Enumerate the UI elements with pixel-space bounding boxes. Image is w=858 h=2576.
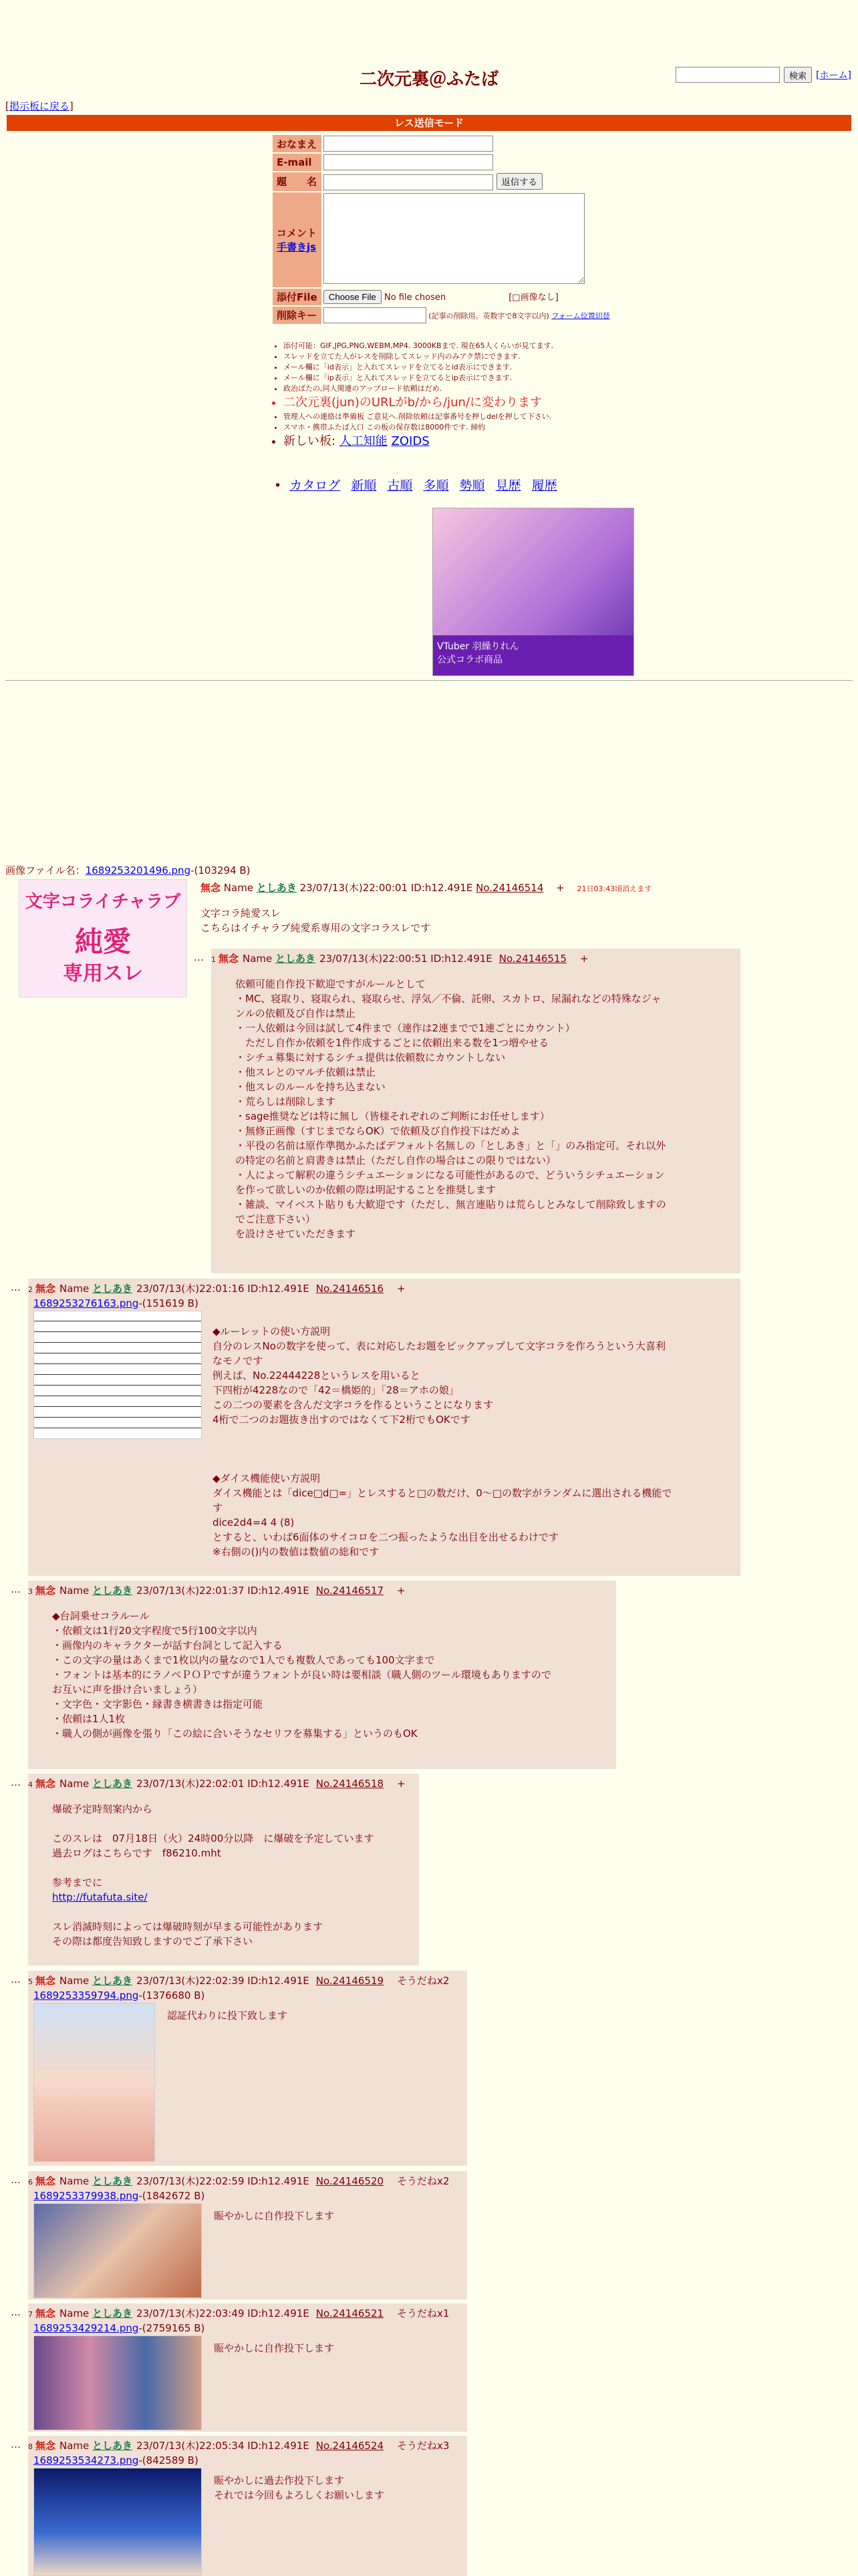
- comment-field[interactable]: [323, 193, 585, 284]
- mode-bar: レス送信モード: [7, 115, 851, 131]
- reply-number: 3: [28, 1587, 33, 1596]
- reply-body: ◆台詞乗せコラルール ・依頼文は1行20文字程度で5行100文字以内 ・画像内のキャラクターが話す台詞として記入する ・この文字の量はあくまで1枚以内の量なので1人でも複数人であっても100文字まで ・フォントは基本的にラノベＰＯＰですが違うフォントが良い時は要相談（職人側のツール環境もありますので お互いに声を掛け合いましょう） ・文字色・文字影色・縁書き横書きは指定可能 ・依頼は1人1枚 ・職人の側が画像を張り「この絵に合いそうなセリフを募集する」というのもOK: [52, 1610, 551, 1740]
- reply-action[interactable]: +: [580, 953, 589, 965]
- reply-action[interactable]: そうだねx1: [397, 2307, 450, 2319]
- reply-post-number[interactable]: No.24146521: [315, 2307, 384, 2319]
- reply-marker: …: [11, 2438, 21, 2450]
- op-file-size: -(103294 B): [190, 864, 251, 876]
- reply-action[interactable]: そうだねx3: [397, 2440, 450, 2452]
- op-plus[interactable]: +: [556, 882, 565, 894]
- back-link[interactable]: 掲示板に戻る: [9, 100, 69, 112]
- sort-many-link[interactable]: 多順: [423, 478, 449, 493]
- reply-post-number[interactable]: No.24146518: [315, 1778, 384, 1790]
- reply-number: 5: [28, 1977, 33, 1986]
- op-subject: 無念: [200, 882, 221, 894]
- reply-date: 23/07/13(木)22:02:39 ID:h12.491E: [136, 1975, 309, 1987]
- reply-name-prefix: Name: [59, 2175, 93, 2187]
- view-history-link[interactable]: 見歴: [495, 478, 521, 493]
- reply-file-info: [33, 2321, 204, 2336]
- reply-action[interactable]: +: [397, 1778, 406, 1790]
- op-header: [200, 880, 652, 895]
- comment-label-cell: [273, 192, 321, 287]
- no-file-text: No file chosen: [384, 292, 446, 303]
- reply-marker: …: [11, 1776, 21, 1788]
- reply-file-size: -(1376680 B): [138, 1989, 205, 2001]
- reply-file-info: [33, 1988, 204, 2003]
- reply-number: 4: [28, 1780, 33, 1789]
- reply-marker: …: [11, 1973, 21, 1985]
- reply-file-size: -(842589 B): [138, 2454, 198, 2466]
- reply-name[interactable]: としあき: [275, 953, 316, 965]
- reply-body: 賑やかしに自作投下します: [214, 2342, 335, 2354]
- reply-file-link[interactable]: 1689253359794.png: [33, 1989, 139, 2001]
- reply-date: 23/07/13(木)22:05:34 ID:h12.491E: [136, 2440, 309, 2452]
- reply-post: [28, 2436, 467, 2576]
- new-board-notice: [283, 433, 617, 450]
- board-title: 二次元裏＠ふたば: [359, 69, 498, 90]
- reply-post-number[interactable]: No.24146524: [315, 2440, 384, 2452]
- ad-subtitle: 公式コラボ商品: [437, 655, 503, 665]
- reply-post: [28, 1971, 467, 2166]
- reply-marker: …: [11, 1583, 21, 1595]
- reply-action[interactable]: +: [397, 1283, 406, 1295]
- reply-number: 8: [28, 2442, 33, 2451]
- op-thumb-line1: 文字コライチャラブ: [25, 892, 181, 912]
- ad-title: VTuber 羽繰りれん: [437, 641, 519, 652]
- op-thumb-line3: 専用スレ: [63, 962, 143, 985]
- delkey-label: 削除キー: [273, 307, 321, 324]
- reply-name[interactable]: としあき: [92, 1778, 133, 1790]
- reply-file-info: [33, 2189, 204, 2203]
- reply-date: 23/07/13(木)22:03:49 ID:h12.491E: [136, 2307, 309, 2319]
- reply-body: 賑やかしに過去作投下します それでは今回もよろしくお願いします: [214, 2474, 385, 2501]
- op-name[interactable]: としあき: [256, 882, 297, 894]
- admin-contact-notice: • 管理人への連絡は準備板 ご意見へ.削除依頼は記事番号を押しdelを押して下さい.: [283, 412, 617, 422]
- email-label: E-mail: [273, 154, 321, 171]
- reply-action[interactable]: そうだねx2: [397, 2175, 450, 2187]
- ad-banner[interactable]: [432, 508, 634, 676]
- new-board-link[interactable]: ZOIDS: [391, 434, 430, 448]
- mobile-notice: • スマホ・携帯ふたば入口 この板の保存数は8000件です. 締約: [283, 422, 617, 433]
- subject-label: 題 名: [273, 172, 321, 191]
- reply-date: 23/07/13(木)22:01:37 ID:h12.491E: [136, 1585, 309, 1597]
- reply-body: 賑やかしに自作投下します: [214, 2210, 335, 2222]
- reply-name-prefix: Name: [59, 2307, 93, 2319]
- search-bar: [676, 67, 851, 83]
- op-file-info: [5, 863, 251, 877]
- search-input[interactable]: [676, 67, 780, 83]
- reply-name-prefix: Name: [59, 2440, 93, 2452]
- new-board-link[interactable]: 人工知能: [339, 434, 388, 448]
- reply-post: [28, 2303, 467, 2432]
- name-label: おなまえ: [273, 135, 321, 152]
- reply-body: 認証代わりに投下致します: [167, 2009, 288, 2022]
- reply-body: 爆破予定時刻案内から このスレは 07月18日（火）24時00分以降 に爆破を予定しています 過去ログはこちらです f86210.mht 参考までに http://futafuta.site/ スレ消滅時刻によっては爆破時刻が早まる可能性があります その際は都度告知致しますのでご了承下さい: [52, 1803, 374, 1947]
- reply-thumbnail[interactable]: [33, 1311, 202, 1439]
- op-name-prefix: Name: [223, 882, 254, 894]
- reply-subject: 無念: [35, 1283, 56, 1295]
- reply-subject: 無念: [35, 2440, 56, 2452]
- reply-name[interactable]: としあき: [92, 2440, 133, 2452]
- url-change-notice: • 二次元裏(jun)のURLがb/から/jun/に変わります: [283, 394, 617, 412]
- reply-name[interactable]: としあき: [92, 2307, 133, 2319]
- sort-new-link[interactable]: 新順: [351, 478, 377, 493]
- reply-post: [28, 1774, 419, 1965]
- file-prefix: 画像ファイル名：: [5, 864, 86, 876]
- email-field[interactable]: [323, 154, 493, 170]
- reply-number: 7: [28, 2310, 33, 2319]
- reply-number: 6: [28, 2178, 33, 2187]
- comment-label: コメント: [277, 226, 317, 239]
- reply-post: [28, 1581, 616, 1769]
- form-pos-link[interactable]: フォーム位置切替: [551, 311, 610, 320]
- op-thumb-line2: 純愛: [74, 925, 131, 958]
- reply-marker: …: [11, 2174, 21, 2186]
- reply-file-link[interactable]: 1689253276163.png: [33, 1297, 139, 1309]
- reply-file-size: -(2759165 B): [138, 2322, 205, 2334]
- reply-post-number[interactable]: No.24146517: [315, 1585, 384, 1597]
- op-file-link[interactable]: 1689253201496.png: [85, 864, 191, 876]
- reply-header: [211, 951, 589, 967]
- file-label: 添付File: [273, 289, 321, 305]
- reply-name-prefix: Name: [59, 1778, 93, 1790]
- reply-post: [28, 2171, 467, 2299]
- reply-subject: 無念: [35, 1585, 56, 1597]
- reply-file-link[interactable]: 1689253379938.png: [33, 2190, 139, 2202]
- reply-marker: …: [194, 951, 204, 963]
- submit-button[interactable]: 返信する: [496, 173, 543, 190]
- reply-thumbnail[interactable]: [33, 2336, 202, 2430]
- catalog-nav: • カタログ 新順 古順 多順 勢順 見歴 履歴: [274, 478, 557, 493]
- reply-header: [28, 2438, 449, 2454]
- reply-date: 23/07/13(木)22:01:16 ID:h12.491E: [136, 1283, 309, 1295]
- reply-subject: 無念: [35, 2175, 56, 2187]
- reply-action[interactable]: +: [397, 1585, 406, 1597]
- reply-body: ◆ルーレットの使い方説明 自分のレスNoの数字を使って、表に対応したお題をピックアップして文字コラを作ろうという大喜利 なモノです 例えば、No.22444228というレスを用いると 下四桁が4228なので「42＝橋姫的」「28＝アホの娘」 この二つの要素を含んだ文字コラを作るということになります 4桁で二つのお題抜き出すのではなくて下2桁でもOKです ◆ダイス機能使い方説明 ダイス機能とは「dice□d□=」とレスすると□の数だけ、0〜□の数字がランダムに選出される機能で す dice2d4=4 4 (8) とすると、いわば6面体のサイコロを二つ振ったような出目を出せるわけです ※右側の()内の数値は数値の総和です: [212, 1325, 672, 1558]
- reply-subject: 無念: [35, 1778, 56, 1790]
- header: [0, 0, 858, 90]
- reply-name[interactable]: としあき: [92, 1975, 133, 1987]
- reply-header: [28, 2174, 449, 2190]
- reply-post-number[interactable]: No.24146516: [315, 1283, 384, 1295]
- subject-field[interactable]: [323, 174, 493, 190]
- notice-item: • スレッドを立てた人がレスを削除してスレッド内のみアク禁にできます.: [283, 351, 617, 362]
- reply-name-prefix: Name: [59, 1975, 93, 1987]
- reply-header: [28, 1973, 449, 1989]
- reply-post: [28, 1279, 740, 1576]
- reply-action[interactable]: そうだねx2: [397, 1975, 450, 1987]
- reply-thumbnail[interactable]: [33, 2203, 202, 2298]
- reply-post: [211, 949, 740, 1273]
- reply-thumbnail[interactable]: [33, 2468, 202, 2576]
- reply-name[interactable]: としあき: [92, 1585, 133, 1597]
- reply-header: [28, 1583, 406, 1599]
- reply-subject: 無念: [219, 953, 239, 965]
- divider: [5, 680, 853, 681]
- reply-name[interactable]: としあき: [92, 2175, 133, 2187]
- reply-file-info: [33, 1296, 198, 1311]
- name-field[interactable]: [323, 136, 493, 152]
- reply-file-size: -(1842672 B): [138, 2190, 205, 2202]
- delkey-note: (記事の削除用。英数字で8文字以内): [428, 311, 549, 320]
- reply-header: [28, 1281, 406, 1297]
- notice-list: [274, 341, 617, 450]
- reply-name-prefix: Name: [243, 953, 276, 965]
- reply-post-number[interactable]: No.24146515: [498, 953, 567, 965]
- op-number[interactable]: No.24146514: [476, 882, 544, 894]
- reply-subject: 無念: [35, 2307, 56, 2319]
- reply-date: 23/07/13(木)22:02:59 ID:h12.491E: [136, 2175, 309, 2187]
- op-body: 文字コラ純愛スレ こちらはイチャラブ純愛系専用の文字コラスレです: [200, 907, 431, 934]
- reply-file-link[interactable]: 1689253534273.png: [33, 2454, 139, 2466]
- reply-header: [28, 1776, 406, 1792]
- reply-url-link[interactable]: http://futafuta.site/: [52, 1891, 148, 1903]
- reply-file-size: -(151619 B): [138, 1297, 198, 1309]
- sort-old-link[interactable]: 古順: [387, 478, 413, 493]
- reply-post-number[interactable]: No.24146520: [315, 2175, 384, 2187]
- reply-number: 2: [28, 1285, 33, 1294]
- reply-date: 23/07/13(木)22:00:51 ID:h12.491E: [319, 953, 492, 965]
- reply-date: 23/07/13(木)22:02:01 ID:h12.491E: [136, 1778, 309, 1790]
- reply-marker: …: [11, 2306, 21, 2318]
- op-thumbnail[interactable]: [19, 879, 187, 997]
- reply-thumbnail[interactable]: [33, 2003, 155, 2162]
- reply-file-info: [33, 2453, 198, 2468]
- reply-file-link[interactable]: 1689253429214.png: [33, 2322, 139, 2334]
- reply-name[interactable]: としあき: [92, 1283, 133, 1295]
- notice-item: • メール欄に「ip表示」と入れてスレッドを立てるとip表示にできます.: [283, 373, 617, 383]
- notice-item: • 添付可能：GIF,JPG,PNG,WEBM,MP4. 3000KBまで. 現在65人くらいが見てます.: [283, 341, 617, 351]
- sort-speed-link[interactable]: 勢順: [459, 478, 485, 493]
- delkey-field[interactable]: [323, 307, 426, 323]
- reply-name-prefix: Name: [59, 1585, 93, 1597]
- reply-post-number[interactable]: No.24146519: [315, 1975, 384, 1987]
- op-date: 23/07/13(木)22:00:01 ID:h12.491E: [299, 882, 473, 894]
- search-button[interactable]: 検索: [784, 67, 812, 83]
- back-to-board: [掲示板に戻る]: [5, 100, 74, 112]
- op-expire: 21日03:43頃消えます: [577, 884, 652, 893]
- notice-item: • 政治ばたの,同人関連のアップロード依頼はだめ.: [283, 383, 617, 394]
- handwrite-link[interactable]: 手書きjs: [277, 240, 317, 253]
- home-link[interactable]: [ホーム]: [816, 70, 851, 81]
- catalog-link[interactable]: カタログ: [289, 478, 341, 493]
- no-image-checkbox[interactable]: [□画像なし]: [509, 292, 559, 303]
- post-history-link[interactable]: 履歴: [531, 478, 557, 493]
- reply-name-prefix: Name: [59, 1283, 93, 1295]
- choose-file-button[interactable]: Choose File: [323, 290, 382, 304]
- reply-header: [28, 2306, 449, 2322]
- notice-item: • メール欄に「id表示」と入れてスレッドを立てるとid表示にできます.: [283, 362, 617, 373]
- reply-number: 1: [211, 955, 216, 964]
- reply-subject: 無念: [35, 1975, 56, 1987]
- new-board-label: 新しい板:: [283, 434, 336, 448]
- reply-form: [271, 134, 612, 325]
- reply-marker: …: [11, 1281, 21, 1293]
- reply-body: 依頼可能自作投下歓迎ですがルールとして ・MC、寝取り、寝取られ、寝取らせ、浮気／不倫、託卵、スカトロ、尿漏れなどの特殊なジャ ンルの依頼及び自作は禁止 ・一人依頼は今回は試して4件まで（連作は2連までで1連ごとにカウント） ただし自作か依頼を1件作成するごとに依頼出来る数を1つ増やせる ・シチュ募集に対するシチュ提供は依頼数にカウントしない ・他スレとのマルチ依頼は禁止 ・他スレのルールを持ち込まない ・荒らしは削除します ・sage推奨などは特に無し（皆様それぞれのご判断にお任せします） ・無修正画像（すじまでならOK）で依頼及び自作投下はだめよ ・平役の名前は原作準拠かふたばデフォルト名無しの「としあき」と「」のみ指定可。それ以外 の特定の名前と肩書きは禁止（ただし自作の場合はこの限りではない） ・人によって解釈の違うシチュエーションになる可能性があるので、どういうシチュエーション を作って欲しいのか依頼の際は明記することを推奨します ・雑談、マイベスト貼りも大歓迎です（ただし、無言連貼りは荒らしとみなして削除致しますの でご注意下さい） を設けさせていただきます: [235, 978, 666, 1240]
